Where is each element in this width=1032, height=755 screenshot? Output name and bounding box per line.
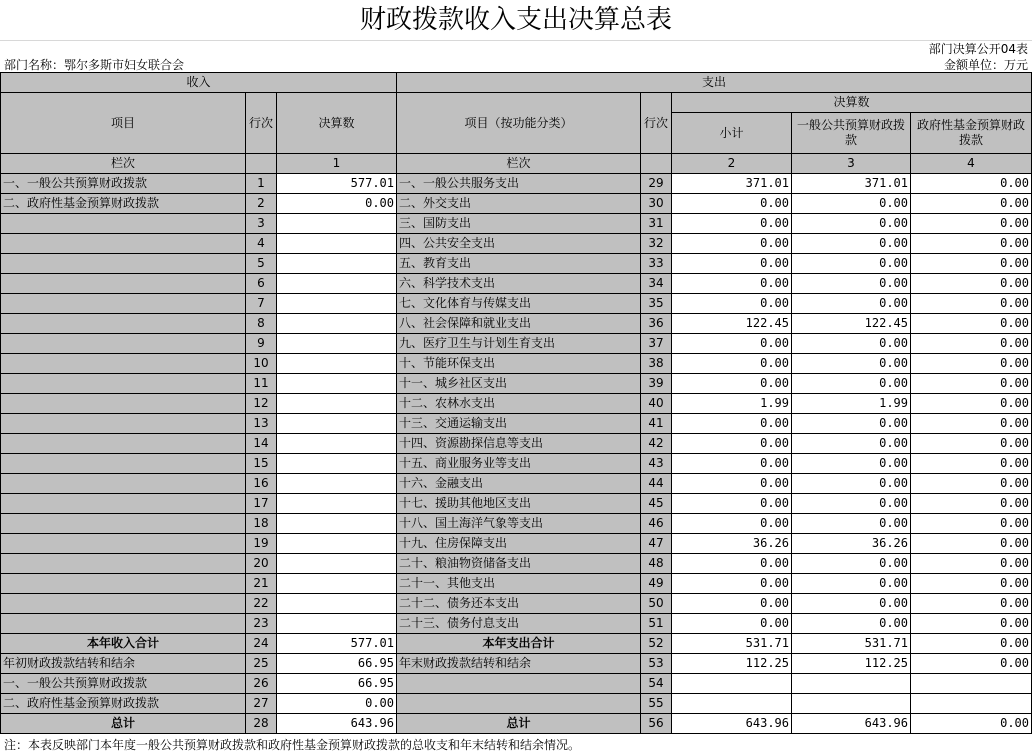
income-item [1,474,246,494]
expense-item: 六、科学技术支出 [397,274,641,294]
expense-row-number: 35 [641,294,672,314]
table-row [1,214,1032,234]
table-row [1,654,1032,674]
final-amount-header: 决算数 [672,93,1032,113]
expense-row-number: 53 [641,654,672,674]
income-header: 收入 [1,73,397,93]
expense-subtotal: 122.45 [672,314,792,334]
expense-rowno-header: 行次 [641,93,672,154]
expense-subtotal [672,674,792,694]
income-row-number: 8 [246,314,277,334]
expense-fund-budget: 0.00 [911,174,1032,194]
income-row-number: 28 [246,714,277,734]
expense-item: 十六、金融支出 [397,474,641,494]
expense-subtotal: 0.00 [672,274,792,294]
income-amount-header: 决算数 [277,93,397,154]
expense-item-header: 项目（按功能分类） [397,93,641,154]
expense-row-number: 50 [641,594,672,614]
income-amount [277,294,397,314]
income-row-number: 27 [246,694,277,714]
income-amount [277,434,397,454]
income-row-number: 19 [246,534,277,554]
expense-subtotal: 36.26 [672,534,792,554]
income-amount [277,334,397,354]
expense-general-budget: 0.00 [792,194,911,214]
expense-item: 十一、城乡社区支出 [397,374,641,394]
expense-general-budget: 371.01 [792,174,911,194]
income-amount: 0.00 [277,194,397,214]
expense-general-budget: 0.00 [792,414,911,434]
expense-row-number: 56 [641,714,672,734]
expense-fund-budget: 0.00 [911,494,1032,514]
expense-subtotal: 0.00 [672,414,792,434]
expense-subtotal: 0.00 [672,194,792,214]
expense-row-number: 45 [641,494,672,514]
expense-general-budget: 0.00 [792,294,911,314]
table-code: 部门决算公开04表 [928,42,1028,56]
expense-fund-budget: 0.00 [911,274,1032,294]
expense-fund-budget: 0.00 [911,714,1032,734]
income-item: 一、一般公共预算财政拨款 [1,674,246,694]
expense-fund-budget: 0.00 [911,434,1032,454]
income-amount [277,554,397,574]
income-item [1,254,246,274]
expense-fund-budget: 0.00 [911,194,1032,214]
income-amount [277,234,397,254]
income-row-number: 2 [246,194,277,214]
expense-item: 年末财政拨款结转和结余 [397,654,641,674]
income-amount [277,614,397,634]
table-row [1,334,1032,354]
table-row [1,554,1032,574]
expense-subtotal: 0.00 [672,214,792,234]
expense-row-number: 49 [641,574,672,594]
expense-general-budget: 0.00 [792,354,911,374]
income-item [1,514,246,534]
expense-general-budget: 531.71 [792,634,911,654]
table-row [1,234,1032,254]
income-item [1,314,246,334]
expense-item: 二十二、债务还本支出 [397,594,641,614]
income-item [1,454,246,474]
income-item [1,274,246,294]
income-amount [277,354,397,374]
expense-row-number: 36 [641,314,672,334]
income-row-number: 10 [246,354,277,374]
divider [0,40,1032,41]
expense-row-number: 32 [641,234,672,254]
expense-subtotal: 0.00 [672,354,792,374]
expense-subtotal: 0.00 [672,494,792,514]
income-item: 本年收入合计 [1,634,246,654]
income-amount [277,274,397,294]
income-amount [277,474,397,494]
income-amount: 577.01 [277,174,397,194]
table-row [1,434,1032,454]
income-amount [277,414,397,434]
income-row-number: 20 [246,554,277,574]
income-row-number: 9 [246,334,277,354]
expense-fund-budget: 0.00 [911,214,1032,234]
expense-row-number: 47 [641,534,672,554]
expense-subtotal: 0.00 [672,254,792,274]
expense-row-number: 48 [641,554,672,574]
expense-row-number: 46 [641,514,672,534]
expense-fund-budget: 0.00 [911,634,1032,654]
expense-fund-budget: 0.00 [911,314,1032,334]
expense-fund-budget [911,694,1032,714]
income-amount [277,574,397,594]
expense-subtotal: 1.99 [672,394,792,414]
income-row-number: 22 [246,594,277,614]
expense-fund-budget: 0.00 [911,514,1032,534]
income-row-number: 21 [246,574,277,594]
income-row-number: 3 [246,214,277,234]
amount-unit: 金额单位：万元 [943,58,1028,72]
expense-fund-budget [911,674,1032,694]
expense-general-budget: 1.99 [792,394,911,414]
table-row [1,194,1032,214]
income-amount [277,214,397,234]
expense-item: 二十一、其他支出 [397,574,641,594]
income-amount: 66.95 [277,654,397,674]
expense-item: 十二、农林水支出 [397,394,641,414]
col-index-3: 3 [792,154,911,174]
income-amount [277,254,397,274]
income-item [1,354,246,374]
expense-item: 十七、援助其他地区支出 [397,494,641,514]
expense-general-budget [792,674,911,694]
column-index-row [1,154,1032,174]
expense-item: 四、公共安全支出 [397,234,641,254]
income-amount [277,454,397,474]
expense-row-number: 41 [641,414,672,434]
income-row-number: 17 [246,494,277,514]
income-item [1,334,246,354]
income-item: 二、政府性基金预算财政拨款 [1,194,246,214]
expense-subtotal: 371.01 [672,174,792,194]
expense-item [397,674,641,694]
table-row [1,694,1032,714]
expense-general-budget: 0.00 [792,434,911,454]
income-amount [277,374,397,394]
expense-subtotal: 112.25 [672,654,792,674]
expense-item: 本年支出合计 [397,634,641,654]
income-item [1,594,246,614]
expense-item: 十三、交通运输支出 [397,414,641,434]
table-row [1,494,1032,514]
col-label-right: 栏次 [397,154,641,174]
expense-general-budget [792,694,911,714]
expense-row-number: 44 [641,474,672,494]
page-title: 财政拨款收入支出决算总表 [359,5,672,35]
table-row [1,714,1032,734]
expense-general-budget: 0.00 [792,514,911,534]
table-row [1,474,1032,494]
income-row-number: 11 [246,374,277,394]
expense-row-number: 42 [641,434,672,454]
table-row [1,274,1032,294]
expense-subtotal: 0.00 [672,374,792,394]
income-row-number: 12 [246,394,277,414]
expense-fund-budget: 0.00 [911,574,1032,594]
expense-subtotal: 0.00 [672,614,792,634]
income-item [1,554,246,574]
table-row [1,374,1032,394]
income-row-number: 26 [246,674,277,694]
expense-item: 三、国防支出 [397,214,641,234]
expense-row-number: 54 [641,674,672,694]
expense-general-budget: 0.00 [792,254,911,274]
table-row [1,254,1032,274]
expense-fund-budget: 0.00 [911,234,1032,254]
expense-general-budget: 0.00 [792,554,911,574]
expense-general-budget: 0.00 [792,574,911,594]
general-budget-header: 一般公共预算财政拨款 [792,113,911,154]
table-row [1,614,1032,634]
income-item: 二、政府性基金预算财政拨款 [1,694,246,714]
table-row [1,514,1032,534]
expense-item: 一、一般公共服务支出 [397,174,641,194]
expense-fund-budget: 0.00 [911,334,1032,354]
expense-item: 八、社会保障和就业支出 [397,314,641,334]
header-row-1 [1,73,1032,93]
expense-subtotal: 0.00 [672,594,792,614]
expense-subtotal: 0.00 [672,454,792,474]
income-row-number: 24 [246,634,277,654]
expense-fund-budget: 0.00 [911,414,1032,434]
expense-header: 支出 [397,73,1032,93]
expense-fund-budget: 0.00 [911,454,1032,474]
col-label-left: 栏次 [1,154,246,174]
income-amount [277,514,397,534]
expense-general-budget: 122.45 [792,314,911,334]
expense-item: 十八、国土海洋气象等支出 [397,514,641,534]
expense-general-budget: 0.00 [792,274,911,294]
expense-subtotal: 0.00 [672,514,792,534]
table-row [1,634,1032,654]
expense-general-budget: 0.00 [792,494,911,514]
expense-item: 十九、住房保障支出 [397,534,641,554]
income-row-number: 18 [246,514,277,534]
expense-item: 二、外交支出 [397,194,641,214]
expense-general-budget: 36.26 [792,534,911,554]
expense-fund-budget: 0.00 [911,254,1032,274]
income-amount [277,494,397,514]
expense-fund-budget: 0.00 [911,654,1032,674]
expense-general-budget: 0.00 [792,454,911,474]
income-row-number: 14 [246,434,277,454]
expense-item: 二十、粮油物资储备支出 [397,554,641,574]
income-amount [277,314,397,334]
col-index-1: 1 [277,154,397,174]
income-item [1,434,246,454]
expense-row-number: 55 [641,694,672,714]
expense-row-number: 43 [641,454,672,474]
expense-subtotal: 643.96 [672,714,792,734]
expense-general-budget: 112.25 [792,654,911,674]
expense-subtotal: 0.00 [672,474,792,494]
income-amount: 643.96 [277,714,397,734]
subtotal-header: 小计 [672,113,792,154]
expense-general-budget: 0.00 [792,214,911,234]
income-row-number: 6 [246,274,277,294]
income-amount [277,534,397,554]
table-row [1,314,1032,334]
expense-subtotal [672,694,792,714]
expense-fund-budget: 0.00 [911,534,1032,554]
income-amount: 66.95 [277,674,397,694]
income-item [1,374,246,394]
income-row-number: 5 [246,254,277,274]
expense-fund-budget: 0.00 [911,394,1032,414]
summary-table [0,72,1032,734]
income-item: 总计 [1,714,246,734]
expense-item: 十五、商业服务业等支出 [397,454,641,474]
table-row [1,574,1032,594]
income-amount: 577.01 [277,634,397,654]
expense-item: 二十三、债务付息支出 [397,614,641,634]
expense-general-budget: 0.00 [792,594,911,614]
income-row-number: 23 [246,614,277,634]
expense-subtotal: 0.00 [672,434,792,454]
expense-subtotal: 0.00 [672,554,792,574]
income-row-number: 16 [246,474,277,494]
department-name: 部门名称：鄂尔多斯市妇女联合会 [4,58,185,72]
table-row [1,294,1032,314]
expense-subtotal: 0.00 [672,294,792,314]
expense-item: 五、教育支出 [397,254,641,274]
expense-fund-budget: 0.00 [911,594,1032,614]
income-item [1,534,246,554]
income-item [1,394,246,414]
expense-item: 总计 [397,714,641,734]
expense-row-number: 40 [641,394,672,414]
income-rowno-header: 行次 [246,93,277,154]
expense-subtotal: 0.00 [672,234,792,254]
expense-row-number: 31 [641,214,672,234]
income-amount [277,594,397,614]
income-item-header: 项目 [1,93,246,154]
expense-general-budget: 0.00 [792,234,911,254]
income-row-number: 15 [246,454,277,474]
col-index-blank [641,154,672,174]
expense-subtotal: 531.71 [672,634,792,654]
income-item [1,214,246,234]
expense-fund-budget: 0.00 [911,474,1032,494]
col-index-blank [246,154,277,174]
expense-general-budget: 0.00 [792,614,911,634]
expense-fund-budget: 0.00 [911,614,1032,634]
expense-row-number: 33 [641,254,672,274]
expense-row-number: 39 [641,374,672,394]
table-row [1,394,1032,414]
expense-row-number: 34 [641,274,672,294]
expense-subtotal: 0.00 [672,334,792,354]
income-row-number: 25 [246,654,277,674]
expense-item: 七、文化体育与传媒支出 [397,294,641,314]
expense-row-number: 29 [641,174,672,194]
expense-fund-budget: 0.00 [911,554,1032,574]
table-row [1,594,1032,614]
income-item [1,414,246,434]
income-amount [277,394,397,414]
expense-fund-budget: 0.00 [911,294,1032,314]
expense-row-number: 37 [641,334,672,354]
expense-general-budget: 0.00 [792,334,911,354]
income-item [1,574,246,594]
expense-item: 十、节能环保支出 [397,354,641,374]
expense-subtotal: 0.00 [672,574,792,594]
expense-fund-budget: 0.00 [911,374,1032,394]
expense-general-budget: 0.00 [792,374,911,394]
expense-general-budget: 643.96 [792,714,911,734]
footnote: 注：本表反映部门本年度一般公共预算财政拨款和政府性基金预算财政拨款的总收支和年末结转和结余情况。 [4,738,581,752]
income-item [1,614,246,634]
income-row-number: 1 [246,174,277,194]
expense-row-number: 30 [641,194,672,214]
income-item: 年初财政拨款结转和结余 [1,654,246,674]
income-row-number: 13 [246,414,277,434]
expense-fund-budget: 0.00 [911,354,1032,374]
table-row [1,174,1032,194]
expense-item: 九、医疗卫生与计划生育支出 [397,334,641,354]
income-item [1,234,246,254]
col-index-2: 2 [672,154,792,174]
table-row [1,414,1032,434]
expense-item: 十四、资源勘探信息等支出 [397,434,641,454]
expense-row-number: 38 [641,354,672,374]
fund-budget-header: 政府性基金预算财政拨款 [911,113,1032,154]
expense-row-number: 52 [641,634,672,654]
expense-item [397,694,641,714]
income-row-number: 7 [246,294,277,314]
col-index-4: 4 [911,154,1032,174]
expense-row-number: 51 [641,614,672,634]
header-row-2 [1,93,1032,113]
income-row-number: 4 [246,234,277,254]
expense-general-budget: 0.00 [792,474,911,494]
income-amount: 0.00 [277,694,397,714]
table-row [1,454,1032,474]
income-item [1,494,246,514]
table-row [1,674,1032,694]
table-row [1,354,1032,374]
income-item: 一、一般公共预算财政拨款 [1,174,246,194]
income-item [1,294,246,314]
table-row [1,534,1032,554]
